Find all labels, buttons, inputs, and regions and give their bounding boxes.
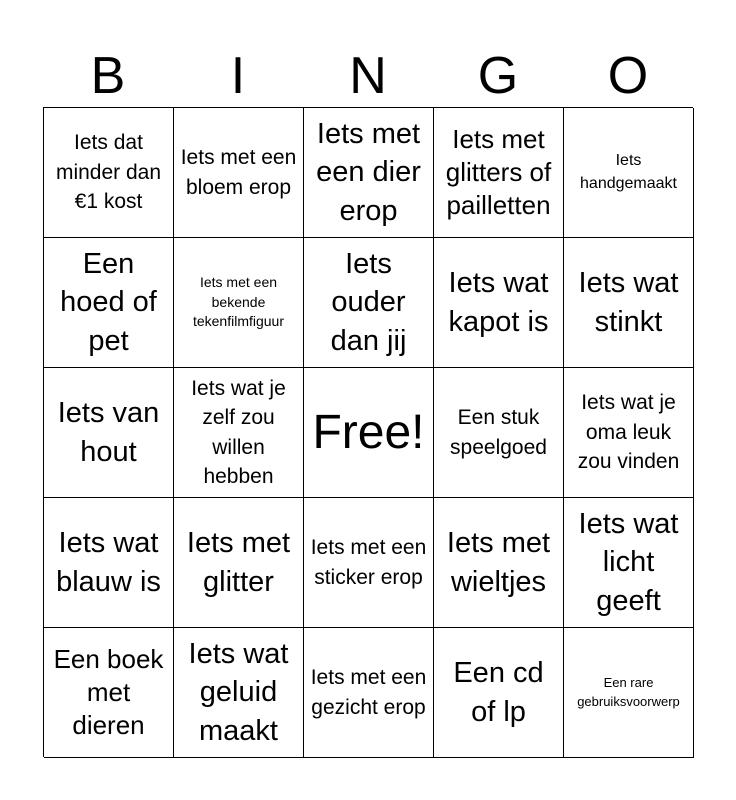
bingo-cell-text: Iets met een bekende tekenfilmfiguur (192, 274, 285, 330)
bingo-cell[interactable] (434, 108, 564, 238)
bingo-cell[interactable] (564, 498, 694, 628)
bingo-cell[interactable] (434, 238, 564, 368)
bingo-cell-text: Iets dat minder dan €1 kost (55, 131, 162, 214)
bingo-cell[interactable] (174, 498, 304, 628)
bingo-cell[interactable] (304, 498, 434, 628)
bingo-cell[interactable] (44, 498, 174, 628)
bingo-cell[interactable] (304, 108, 434, 238)
bingo-header (43, 44, 693, 108)
bingo-cell-text: Een stuk speelgoed (450, 406, 547, 459)
bingo-cell[interactable] (44, 108, 174, 238)
bingo-card-grid (43, 107, 693, 757)
bingo-cell-text: Iets wat je oma leuk zou vinden (577, 391, 680, 474)
bingo-cell-text: Iets wat blauw is (56, 526, 161, 598)
bingo-cell-text: Free! (312, 405, 425, 459)
bingo-cell-text: Iets handgemaakt (580, 152, 677, 192)
bingo-cell[interactable] (434, 628, 564, 758)
bingo-cell[interactable] (174, 238, 304, 368)
bingo-cell[interactable] (564, 628, 694, 758)
bingo-cell-text: Een cd of lp (453, 656, 544, 728)
bingo-cell[interactable] (564, 368, 694, 498)
bingo-cell[interactable] (564, 108, 694, 238)
bingo-cell-text: Iets met een gezicht erop (310, 666, 427, 719)
bingo-cell-text: Iets ouder dan jij (330, 247, 407, 357)
bingo-cell-text: Een boek met dieren (53, 643, 164, 741)
bingo-cell[interactable] (174, 368, 304, 498)
bingo-cell-text: Iets wat kapot is (448, 266, 549, 338)
bingo-cell-text: Iets wat je zelf zou willen hebben (191, 376, 286, 488)
bingo-cell-text: Een hoed of pet (60, 247, 157, 357)
bingo-cell-text: Iets met wieltjes (446, 526, 551, 598)
bingo-cell[interactable] (174, 628, 304, 758)
header-letter-n: N (349, 47, 387, 105)
bingo-cell-text: Iets wat licht geeft (578, 507, 679, 617)
bingo-cell[interactable] (434, 498, 564, 628)
bingo-cell-text: Iets met een bloem erop (180, 146, 297, 199)
bingo-cell[interactable] (44, 628, 174, 758)
header-letter-i: I (230, 47, 246, 105)
bingo-cell-text: Iets met een dier erop (316, 117, 421, 227)
bingo-cell-text: Een rare gebruiksvoorwerp (577, 675, 680, 709)
bingo-cell[interactable] (174, 108, 304, 238)
bingo-cell[interactable] (564, 238, 694, 368)
bingo-cell-text: Iets met glitters of pailletten (445, 123, 552, 221)
bingo-cell-text: Iets van hout (57, 396, 160, 468)
bingo-cell-text: Iets met glitter (186, 526, 291, 598)
bingo-cell[interactable] (304, 628, 434, 758)
bingo-cell-text: Iets met een sticker erop (310, 536, 427, 589)
header-letter-o: O (607, 47, 649, 105)
header-letter-g: G (477, 47, 519, 105)
bingo-cell[interactable] (434, 368, 564, 498)
bingo-cell-text: Iets wat stinkt (578, 266, 679, 338)
bingo-cell[interactable] (304, 238, 434, 368)
bingo-cell[interactable] (44, 238, 174, 368)
bingo-cell[interactable] (44, 368, 174, 498)
header-letter-b: B (90, 47, 126, 105)
bingo-free-cell[interactable] (304, 368, 434, 498)
bingo-cell-text: Iets wat geluid maakt (188, 637, 289, 747)
